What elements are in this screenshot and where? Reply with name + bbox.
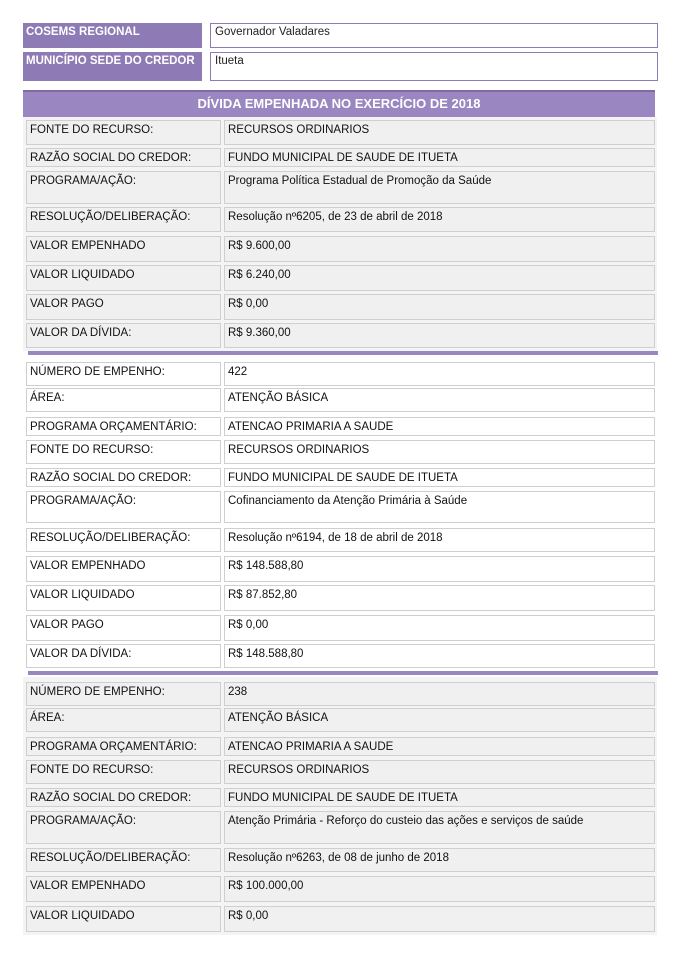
field-label: PROGRAMA/AÇÃO: <box>26 491 221 523</box>
section-divider <box>28 351 658 355</box>
field-value: 422 <box>224 362 655 386</box>
field-value: R$ 9.360,00 <box>224 323 655 348</box>
field-label: RESOLUÇÃO/DELIBERAÇÃO: <box>26 207 221 232</box>
field-label: PROGRAMA/AÇÃO: <box>26 171 221 204</box>
field-value: R$ 9.600,00 <box>224 236 655 262</box>
field-label: RAZÃO SOCIAL DO CREDOR: <box>26 468 221 487</box>
field-label: VALOR DA DÍVIDA: <box>26 644 221 668</box>
field-value: Programa Política Estadual de Promoção da Saúde <box>224 171 655 204</box>
field-label: PROGRAMA ORÇAMENTÁRIO: <box>26 417 221 436</box>
field-value: ATENCAO PRIMARIA A SAUDE <box>224 737 655 756</box>
field-value: Resolução nº6194, de 18 de abril de 2018 <box>224 528 655 552</box>
field-value: ATENÇÃO BÁSICA <box>224 388 655 412</box>
debt-section-1 <box>23 117 657 351</box>
field-label: NÚMERO DE EMPENHO: <box>26 682 221 706</box>
field-label: PROGRAMA/AÇÃO: <box>26 811 221 844</box>
page-title: DÍVIDA EMPENHADA NO EXERCÍCIO DE 2018 <box>23 90 655 117</box>
field-value: RECURSOS ORDINARIOS <box>224 120 655 145</box>
field-value: ATENCAO PRIMARIA A SAUDE <box>224 417 655 436</box>
field-value: R$ 0,00 <box>224 906 655 932</box>
field-value: FUNDO MUNICIPAL DE SAUDE DE ITUETA <box>224 148 655 167</box>
field-label: RESOLUÇÃO/DELIBERAÇÃO: <box>26 528 221 552</box>
field-value: R$ 6.240,00 <box>224 265 655 291</box>
field-label: VALOR PAGO <box>26 615 221 641</box>
field-value: R$ 148.588,80 <box>224 644 655 668</box>
field-label: RAZÃO SOCIAL DO CREDOR: <box>26 148 221 167</box>
field-label: FONTE DO RECURSO: <box>26 760 221 784</box>
field-value: R$ 148.588,80 <box>224 556 655 582</box>
field-label: RAZÃO SOCIAL DO CREDOR: <box>26 788 221 807</box>
cosems-value: Governador Valadares <box>210 23 658 48</box>
field-value: FUNDO MUNICIPAL DE SAUDE DE ITUETA <box>224 468 655 487</box>
field-label: VALOR EMPENHADO <box>26 556 221 582</box>
field-value: R$ 87.852,80 <box>224 585 655 611</box>
field-value: RECURSOS ORDINARIOS <box>224 440 655 464</box>
field-value: FUNDO MUNICIPAL DE SAUDE DE ITUETA <box>224 788 655 807</box>
field-label: VALOR EMPENHADO <box>26 876 221 902</box>
field-label: PROGRAMA ORÇAMENTÁRIO: <box>26 737 221 756</box>
field-value: R$ 0,00 <box>224 294 655 320</box>
field-label: FONTE DO RECURSO: <box>26 120 221 145</box>
field-value: Resolução nº6205, de 23 de abril de 2018 <box>224 207 655 232</box>
field-label: FONTE DO RECURSO: <box>26 440 221 464</box>
municipio-value: Itueta <box>210 52 658 81</box>
field-label: VALOR DA DÍVIDA: <box>26 323 221 348</box>
field-label: VALOR LIQUIDADO <box>26 265 221 291</box>
field-value: 238 <box>224 682 655 706</box>
field-label: ÁREA: <box>26 388 221 412</box>
field-label: NÚMERO DE EMPENHO: <box>26 362 221 386</box>
debt-section-2 <box>23 357 657 670</box>
field-label: VALOR LIQUIDADO <box>26 585 221 611</box>
field-label: VALOR EMPENHADO <box>26 236 221 262</box>
field-label: RESOLUÇÃO/DELIBERAÇÃO: <box>26 848 221 872</box>
municipio-label: MUNICÍPIO SEDE DO CREDOR <box>23 52 202 81</box>
field-value: ATENÇÃO BÁSICA <box>224 708 655 732</box>
field-value: Resolução nº6263, de 08 de junho de 2018 <box>224 848 655 872</box>
section-divider <box>28 671 658 675</box>
cosems-label: COSEMS REGIONAL <box>23 23 202 48</box>
field-value: Atenção Primária - Reforço do custeio das ações e serviços de saúde <box>224 811 655 844</box>
field-label: ÁREA: <box>26 708 221 732</box>
field-value: R$ 100.000,00 <box>224 876 655 902</box>
debt-section-3 <box>23 677 657 935</box>
field-value: RECURSOS ORDINARIOS <box>224 760 655 784</box>
field-label: VALOR LIQUIDADO <box>26 906 221 932</box>
field-value: Cofinanciamento da Atenção Primária à Saúde <box>224 491 655 523</box>
field-label: VALOR PAGO <box>26 294 221 320</box>
field-value: R$ 0,00 <box>224 615 655 641</box>
